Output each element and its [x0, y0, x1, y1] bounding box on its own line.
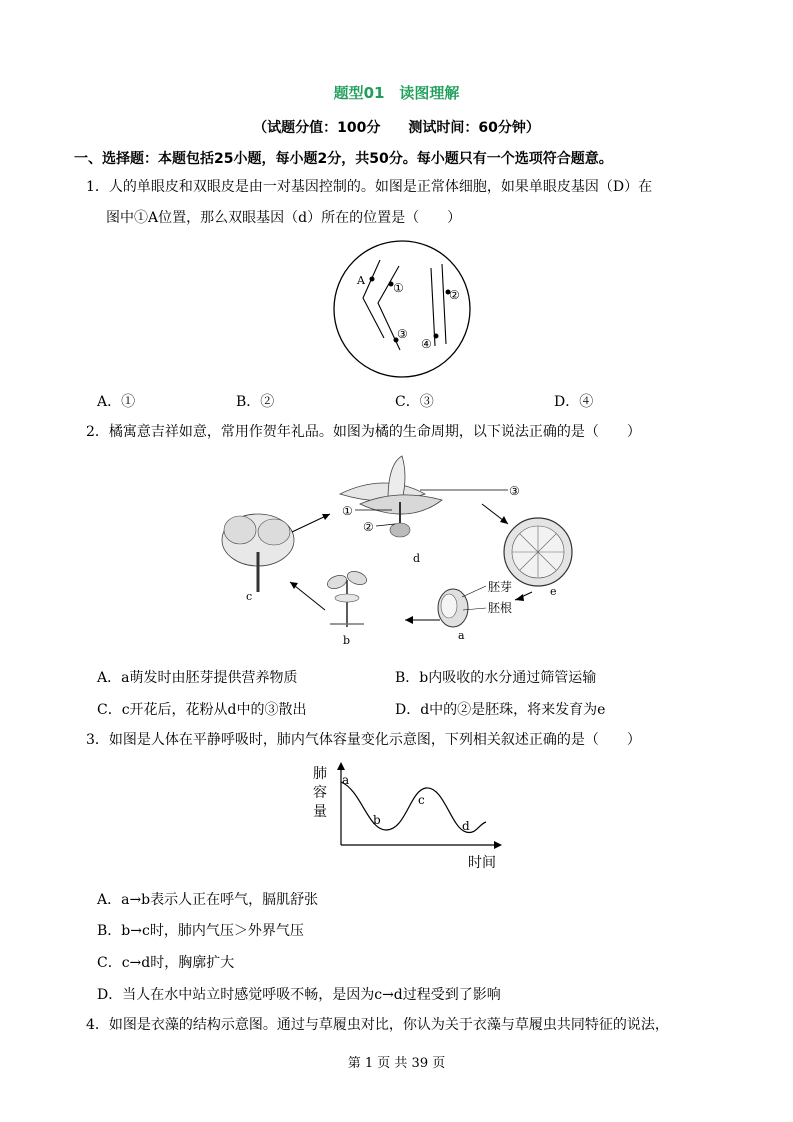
fig1-label-2: ②: [449, 288, 460, 302]
tree-illustration: [222, 514, 294, 592]
seed-illustration: [438, 586, 486, 627]
q3-option-a[interactable]: A．a→b表示人正在呼气，膈肌舒张: [97, 892, 319, 908]
fig2-label-2: ②: [363, 520, 374, 534]
fig1-label-3: ③: [397, 327, 408, 341]
fig2-label-b: b: [343, 634, 351, 647]
q1-option-a[interactable]: A．①: [97, 394, 136, 410]
fig3-ylabel-1: 肺: [313, 766, 327, 782]
q2-option-c[interactable]: C．c开花后，花粉从d中的③散出: [97, 702, 307, 718]
q2-option-d[interactable]: D．d中的②是胚珠，将来发育为e: [395, 702, 606, 718]
fig1-label-A: A: [357, 274, 365, 287]
q1-chromosome-figure: [328, 238, 476, 380]
seedling-illustration: [326, 569, 369, 627]
fig2-label-a: a: [458, 629, 465, 642]
q1-option-c[interactable]: C．③: [395, 394, 434, 410]
fruit-cross-section: [504, 518, 572, 586]
fig1-label-4: ④: [421, 337, 432, 351]
q3-option-d[interactable]: D．当人在水中站立时感觉呼吸不畅，是因为c→d过程受到了影响: [97, 987, 501, 1003]
page-subtitle: （试题分值：100分 测试时间：60分钟）: [253, 120, 540, 136]
fig2-label-e: e: [550, 585, 557, 598]
fig3-point-a: a: [342, 773, 350, 787]
q4-stem: 4．如图是衣藻的结构示意图。通过与草履虫对比，你认为关于衣藻与草履虫共同特征的说法，: [86, 1017, 669, 1033]
fig3-point-c: c: [418, 793, 425, 807]
fig3-point-d: d: [462, 819, 470, 833]
q3-option-c[interactable]: C．c→d时，胸廓扩大: [97, 955, 235, 971]
q2-option-a[interactable]: A．a萌发时由胚芽提供营养物质: [97, 670, 298, 686]
q1-stem-line2: 图中①A位置，那么双眼基因（d）所在的位置是（ ）: [106, 210, 462, 226]
q1-stem-line1: 1．人的单眼皮和双眼皮是由一对基因控制的。如图是正常体细胞，如果单眼皮基因（D）在: [86, 179, 653, 195]
fig3-xlabel: 时间: [468, 855, 496, 871]
fig2-label-1: ①: [342, 504, 353, 518]
q2-option-b[interactable]: B．b内吸收的水分通过筛管运输: [395, 670, 597, 686]
fig3-ylabel-2: 容: [313, 785, 327, 801]
fig2-label-peiya: 胚芽: [488, 580, 513, 594]
fig1-label-1: ①: [393, 281, 404, 295]
q3-stem: 3．如图是人体在平静呼吸时，肺内气体容量变化示意图，下列相关叙述正确的是（ ）: [86, 732, 641, 748]
q2-lifecycle-figure: [210, 452, 580, 648]
fig3-point-b: b: [373, 813, 381, 827]
page-footer: 第 1 页 共 39 页: [347, 1056, 446, 1071]
q3-option-b[interactable]: B．b→c时，肺内气压＞外界气压: [97, 923, 304, 939]
fig3-ylabel-3: 量: [313, 804, 327, 820]
section-heading: 一、选择题：本题包括25小题，每小题2分，共50分。每小题只有一个选项符合题意。: [74, 151, 613, 167]
q1-option-d[interactable]: D．④: [554, 394, 594, 410]
q1-option-b[interactable]: B．②: [236, 394, 275, 410]
q3-lung-volume-graph: [306, 760, 506, 872]
q2-stem: 2．橘寓意吉祥如意，常用作贺年礼品。如图为橘的生命周期，以下说法正确的是（ ）: [86, 424, 641, 440]
fig2-label-3: ③: [509, 484, 520, 498]
page-title: 题型01 读图理解: [333, 84, 460, 102]
fig2-label-c: c: [246, 590, 253, 603]
fig2-label-d: d: [413, 552, 421, 565]
fig2-label-peigen: 胚根: [488, 601, 513, 615]
